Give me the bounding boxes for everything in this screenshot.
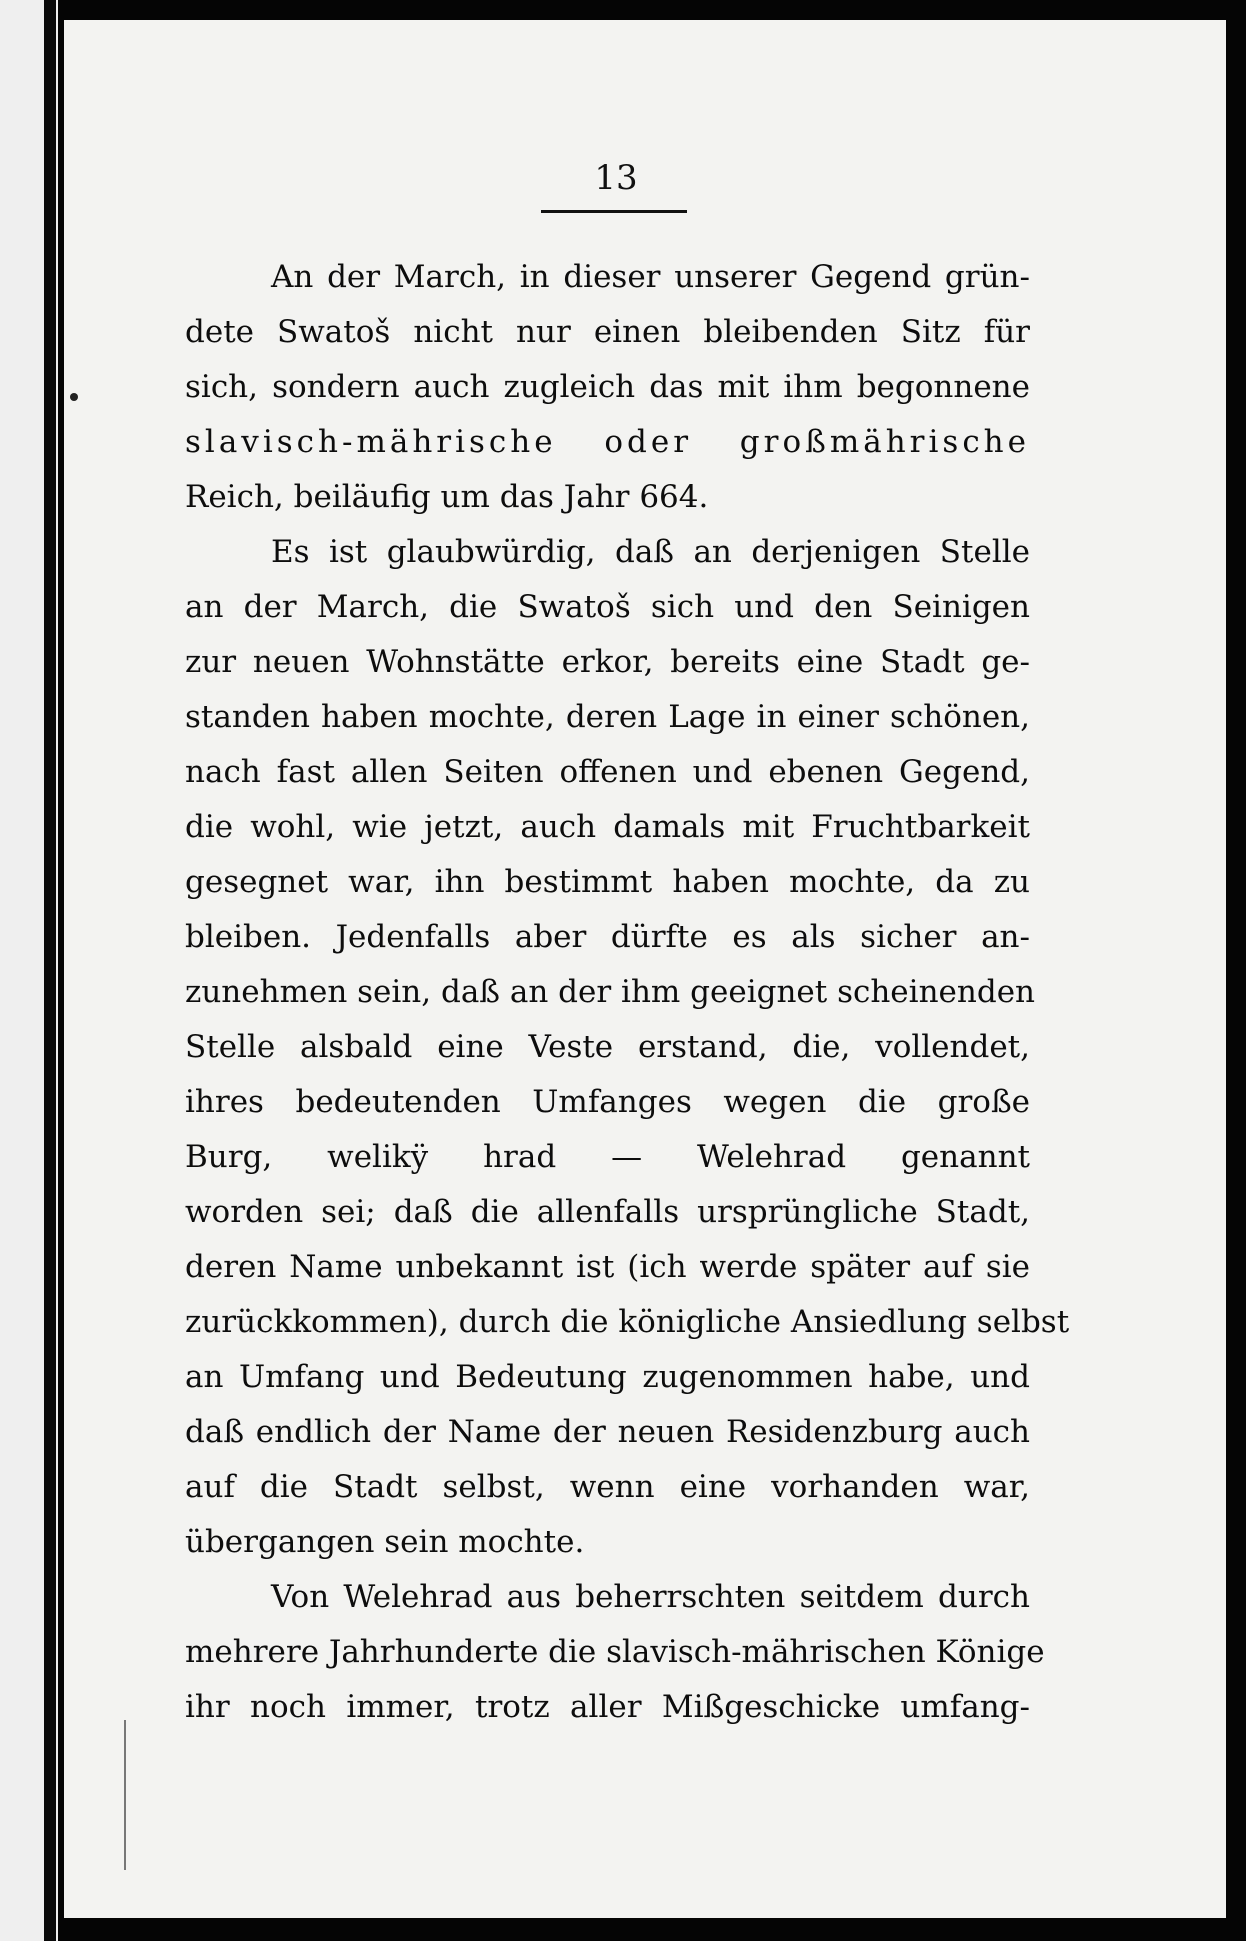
text-line: Burg, welikÿ hrad — Welehrad genannt xyxy=(185,1139,1030,1175)
text-line: zurückkommen), durch die königliche Ansiedlung selbst xyxy=(185,1304,1070,1340)
text-line: Stelle alsbald eine Veste erstand, die, vollendet, xyxy=(185,1029,1030,1065)
text-line: mehrere Jahrhunderte die slavisch-mährischen Könige xyxy=(185,1634,1045,1670)
text-line: Reich, beiläufig um das Jahr 664. xyxy=(185,479,709,515)
text-line: gesegnet war, ihn bestimmt haben mochte, da zu xyxy=(185,864,1030,900)
paper-crease xyxy=(124,1720,126,1870)
text-line: an der March, die Swatoš sich und den Seinigen xyxy=(185,589,1030,625)
text-line: zur neuen Wohnstätte erkor, bereits eine Stadt ge- xyxy=(185,644,1030,680)
text-line: slavisch-mährische oder großmährische xyxy=(185,424,1030,460)
text-line: nach fast allen Seiten offenen und ebenen Gegend, xyxy=(185,754,1030,790)
text-line: deren Name unbekannt ist (ich werde später auf sie xyxy=(185,1249,1030,1285)
text-line: die wohl, wie jetzt, auch damals mit Fruchtbarkeit xyxy=(185,809,1030,845)
text-line: zunehmen sein, daß an der ihm geeignet scheinenden xyxy=(185,974,1036,1010)
page-number-rule xyxy=(541,210,687,213)
text-line: übergangen sein mochte. xyxy=(185,1524,585,1560)
paragraph xyxy=(185,525,1070,1570)
text-line: daß endlich der Name der neuen Residenzburg auch xyxy=(185,1414,1030,1450)
text-line: sich, sondern auch zugleich das mit ihm begonnene xyxy=(185,369,1030,405)
paragraph xyxy=(185,250,1030,525)
margin-dot xyxy=(70,393,78,401)
body-text xyxy=(185,250,1070,1735)
text-line: ihr noch immer, trotz aller Mißgeschicke umfang- xyxy=(185,1689,1030,1725)
text-line: An der March, in dieser unserer Gegend grün- xyxy=(271,259,1030,295)
text-line: an Umfang und Bedeutung zugenommen habe, und xyxy=(185,1359,1030,1395)
text-line: standen haben mochte, deren Lage in einer schönen, xyxy=(185,699,1030,735)
text-line: bleiben. Jedenfalls aber dürfte es als sicher an- xyxy=(185,919,1030,955)
text-line: worden sei; daß die allenfalls ursprüngliche Stadt, xyxy=(185,1194,1030,1230)
page-number: 13 xyxy=(594,158,638,198)
text-line: dete Swatoš nicht nur einen bleibenden Sitz für xyxy=(185,314,1030,350)
paragraph xyxy=(185,1570,1045,1735)
text-line: auf die Stadt selbst, wenn eine vorhanden war, xyxy=(185,1469,1030,1505)
book-spine-edge xyxy=(44,0,56,1941)
text-line: Es ist glaubwürdig, daß an derjenigen Stelle xyxy=(271,534,1030,570)
text-line: ihres bedeutenden Umfanges wegen die große xyxy=(185,1084,1030,1120)
text-line: Von Welehrad aus beherrschten seitdem durch xyxy=(271,1579,1030,1615)
